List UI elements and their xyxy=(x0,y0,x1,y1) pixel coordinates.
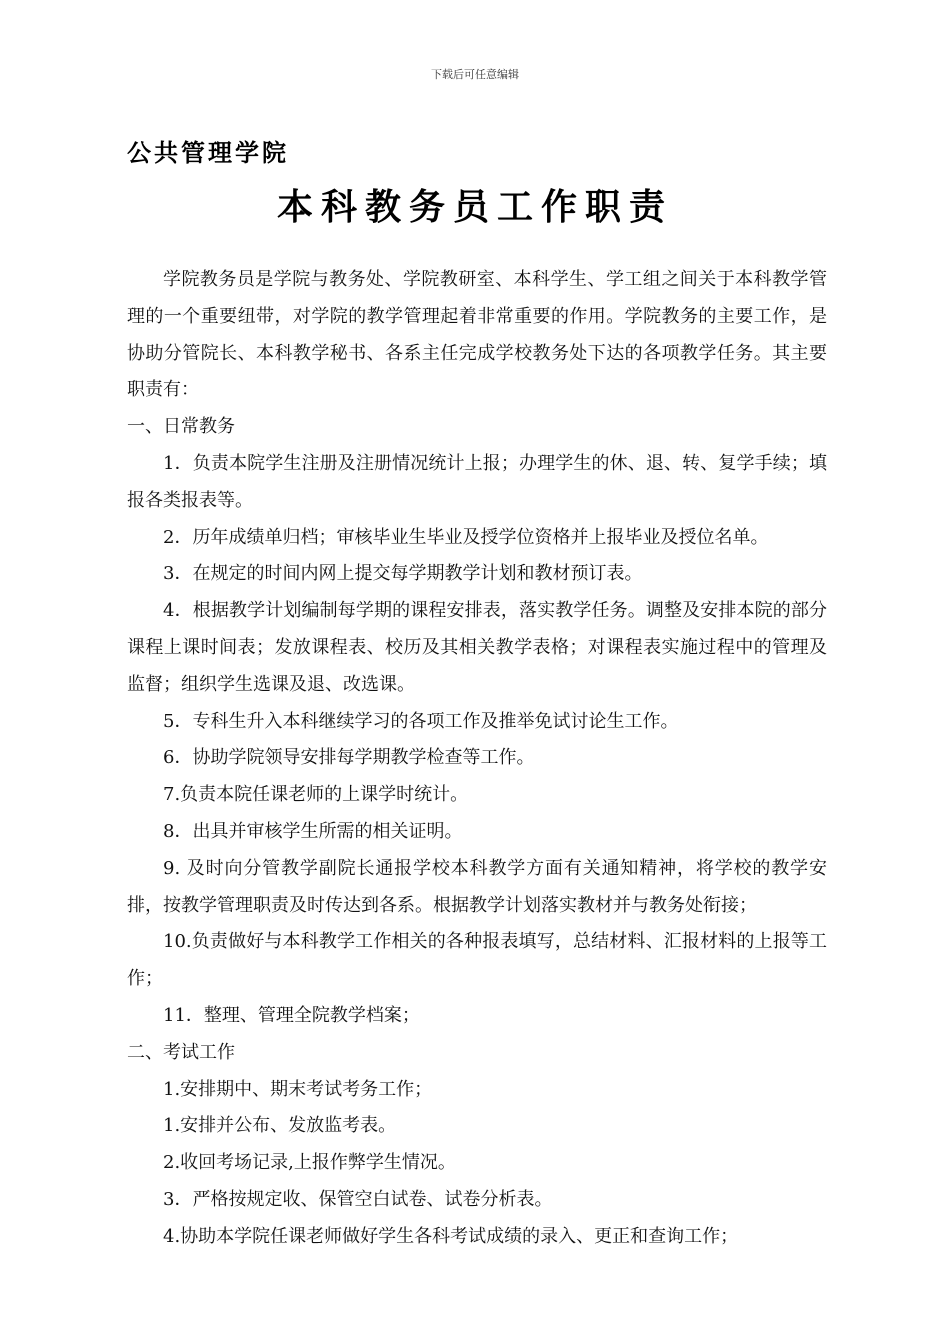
list-item: 2．历年成绩单归档；审核毕业生毕业及授学位资格并上报毕业及授位名单。 xyxy=(163,526,769,548)
list-item: 3．严格按规定收、保管空白试卷、试卷分析表。 xyxy=(163,1188,553,1210)
intro-paragraph: 学院教务员是学院与教务处、学院教研室、本科学生、学工组之间关于本科教学管理的一个重要纽带，对学院的教学管理起着非常重要的作用。学院教务的主要工作，是协助分管院长、本科教学秘书、各系主任完成学校教务处下达的各项教学任务。其主要职责有： xyxy=(127,269,827,401)
list-item: 11．整理、管理全院教学档案； xyxy=(163,1004,420,1026)
section-heading-daily: 一、日常教务 xyxy=(127,416,235,438)
list-item: 10.负责做好与本科教学工作相关的各种报表填写，总结材料、汇报材料的上报等工作； xyxy=(127,931,827,990)
list-item: 7.负责本院任课老师的上课学时统计。 xyxy=(163,784,469,806)
document-body xyxy=(127,262,827,1256)
list-item: 6．协助学院领导安排每学期教学检查等工作。 xyxy=(163,747,535,769)
list-item: 4.协助本学院任课老师做好学生各科考试成绩的录入、更正和查询工作； xyxy=(163,1225,739,1247)
list-item: 1.安排并公布、发放监考表。 xyxy=(163,1115,397,1137)
header-note: 下载后可任意编辑 xyxy=(431,68,519,81)
section-heading-exam: 二、考试工作 xyxy=(127,1041,235,1063)
list-item: 4．根据教学计划编制每学期的课程安排表，落实教学任务。调整及安排本院的部分课程上课时间表；发放课程表、校历及其相关教学表格；对课程表实施过程中的管理及监督；组织学生选课及退、改选课。 xyxy=(127,600,827,695)
document-title: 本科教务员工作职责 xyxy=(276,187,673,228)
list-item: 1.安排期中、期末考试考务工作； xyxy=(163,1078,433,1100)
list-item: 8．出具并审核学生所需的相关证明。 xyxy=(163,820,463,842)
list-item: 5．专科生升入本科继续学习的各项工作及推举免试讨论生工作。 xyxy=(163,710,679,732)
list-item: 9. 及时向分管教学副院长通报学校本科教学方面有关通知精神，将学校的教学安排，按教学管理职责及时传达到各系。根据教学计划落实教材并与教务处衔接； xyxy=(127,857,827,916)
list-item: 3．在规定的时间内网上提交每学期教学计划和教材预订表。 xyxy=(163,563,643,585)
list-item: 2.收回考场记录,上报作弊学生情况。 xyxy=(163,1152,456,1174)
college-name: 公共管理学院 xyxy=(127,139,289,167)
list-item: 1．负责本院学生注册及注册情况统计上报；办理学生的休、退、转、复学手续；填报各类报表等。 xyxy=(127,452,827,511)
